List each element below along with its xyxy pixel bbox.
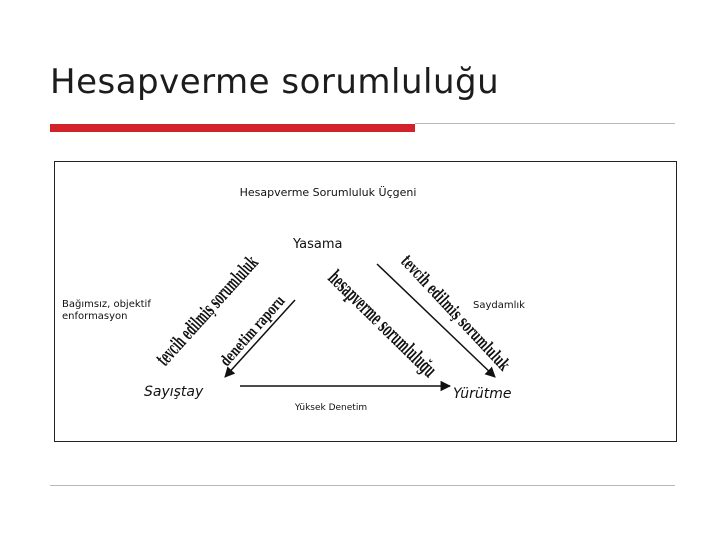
footer-divider-line xyxy=(50,485,675,486)
bottom-edge-label: Yüksek Denetim xyxy=(294,403,368,413)
title-divider-line xyxy=(415,123,675,124)
vertex-yasama: Yasama xyxy=(293,237,343,252)
right-inner-edge-label: hesapverme sorumluluğu xyxy=(323,265,447,388)
right-outer-edge-label: tevcih edilmiş sorumluluk xyxy=(396,251,517,379)
accountability-triangle-diagram xyxy=(54,161,677,442)
left-note-line1: Bağımsız, objektif xyxy=(62,299,151,310)
diagram-canvas xyxy=(55,162,678,443)
diagram-title: Hesapverme Sorumluluk Üçgeni xyxy=(239,186,417,199)
vertex-yurutme: Yürütme xyxy=(453,386,512,402)
left-outer-edge-label: tevcih edilmiş sorumluluk xyxy=(152,246,268,371)
left-inner-edge-label: denetim raporu xyxy=(216,289,291,370)
right-note-saydamlik: Saydamlık xyxy=(473,300,525,311)
slide-title: Hesapverme sorumluluğu xyxy=(50,62,500,102)
title-accent-bar xyxy=(50,124,415,132)
vertex-sayistay: Sayıştay xyxy=(144,384,204,400)
left-note-line2: enformasyon xyxy=(62,311,128,322)
